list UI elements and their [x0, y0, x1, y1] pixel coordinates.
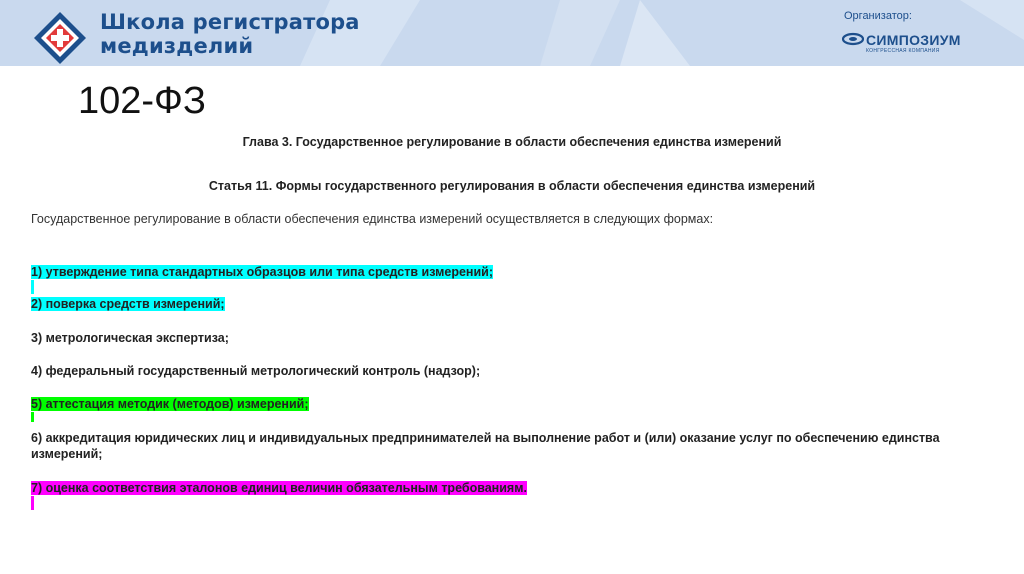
- list-item: [31, 430, 991, 462]
- highlight-caret: [31, 412, 34, 422]
- list-item-text: 6) аккредитация юридических лиц и индивидуальных предпринимателей на выполнение работ и (или) оказание услуг по обеспечению единства измерений;: [31, 431, 940, 461]
- intro-paragraph: Государственное регулирование в области обеспечения единства измерений осуществляется в следующих формах:: [31, 212, 714, 226]
- article-heading: Статья 11. Формы государственного регулирования в области обеспечения единства измерений: [208, 179, 816, 193]
- chapter-heading: Глава 3. Государственное регулирование в области обеспечения единства измерений: [242, 135, 782, 149]
- list-item: [31, 296, 225, 312]
- list-item-text: 7) оценка соответствия эталонов единиц величин обязательным требованиям.: [31, 481, 527, 495]
- school-logo-icon: [32, 10, 88, 66]
- brand-title-line2: медизделий: [100, 34, 254, 58]
- list-item: [31, 480, 527, 496]
- list-item: [31, 363, 480, 379]
- organizer-subtitle: КОНГРЕССНАЯ КОМПАНИЯ: [866, 48, 940, 54]
- list-item-text: 1) утверждение типа стандартных образцов или типа средств измерений;: [31, 265, 493, 279]
- law-title: 102-ФЗ: [78, 80, 206, 122]
- list-item-text: 2) поверка средств измерений;: [31, 297, 225, 311]
- list-item-text: 3) метрологическая экспертиза;: [31, 331, 229, 345]
- highlight-caret: [31, 280, 34, 294]
- header-banner: [0, 0, 1024, 66]
- highlight-caret: [31, 496, 34, 510]
- brand-title-line1: Школа регистратора: [100, 10, 360, 34]
- list-item: [31, 330, 229, 346]
- organizer-label: Организатор:: [844, 10, 912, 22]
- list-item: [31, 396, 309, 412]
- organizer-name: СИМПОЗИУМ: [866, 32, 961, 48]
- list-item-text: 4) федеральный государственный метрологический контроль (надзор);: [31, 364, 481, 378]
- list-item-text: 5) аттестация методик (методов) измерений;: [31, 397, 309, 411]
- symposium-logo-icon: [842, 30, 864, 48]
- list-item: [31, 264, 493, 280]
